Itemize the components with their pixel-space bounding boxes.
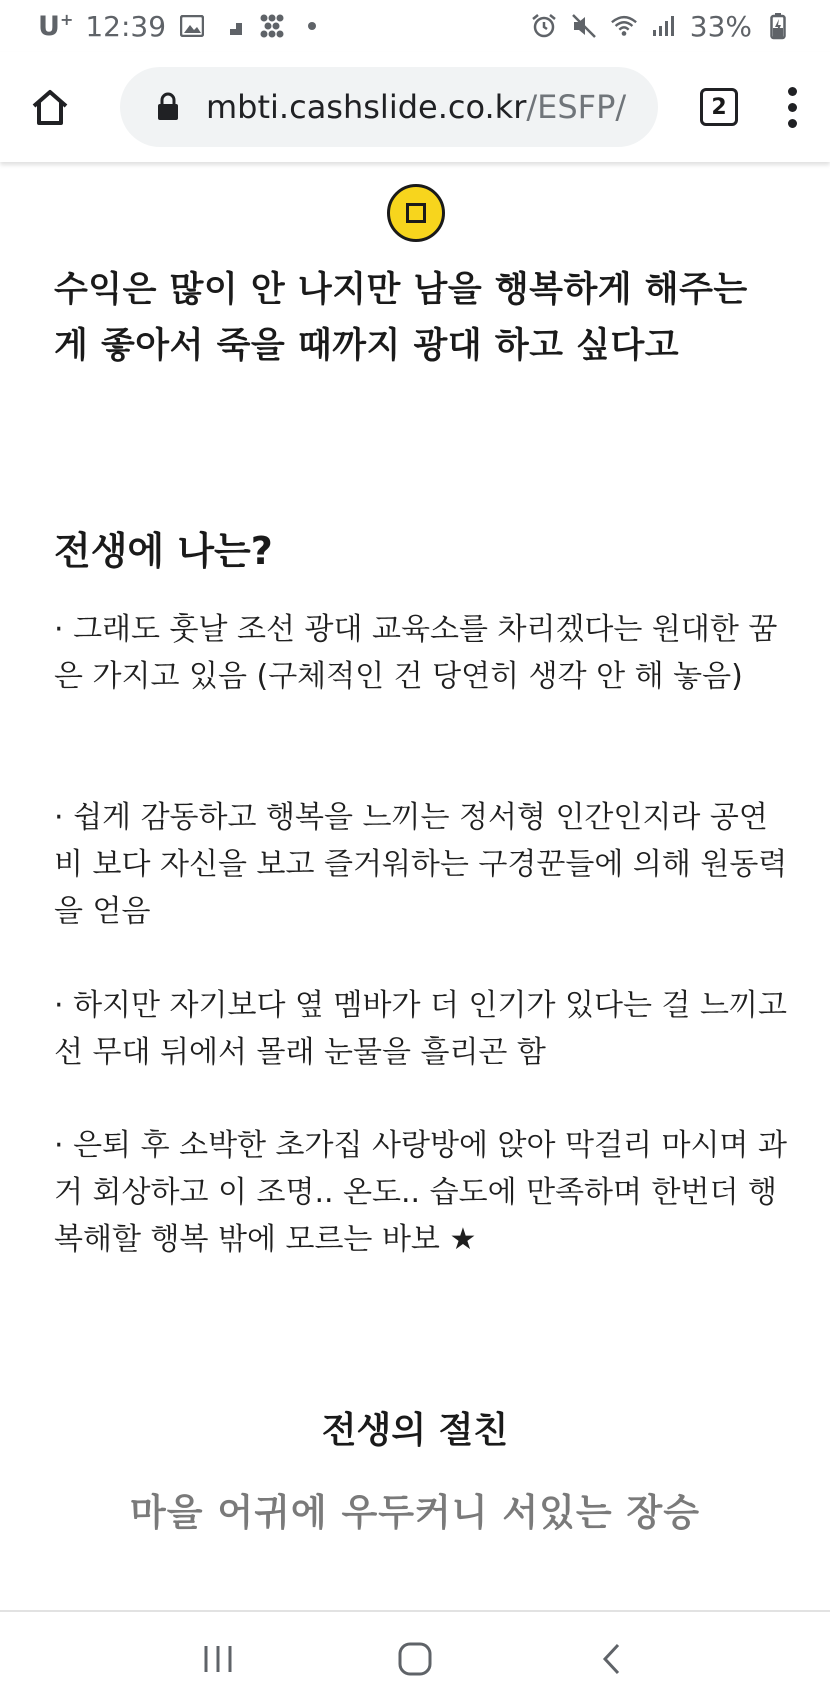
past-life-paragraph: · 그래도 훗날 조선 광대 교육소를 차리겠다는 원대한 꿈은 가지고 있음 (구체적인 건 당연히 생각 안 해 놓음)	[54, 612, 778, 694]
more-options-button[interactable]	[784, 87, 800, 128]
home-button[interactable]	[26, 83, 74, 131]
clock: 12:39	[85, 9, 167, 43]
status-left	[38, 10, 326, 43]
cell-signal-icon	[650, 12, 678, 40]
past-life-paragraph: · 쉽게 감동하고 행복을 느끼는 정서형 인간인지라 공연비 보다 자신을 보고 즐거워하는 구경꾼들에 의해 원동력을 얻음	[54, 800, 788, 929]
battery-percent: 33%	[689, 9, 752, 43]
status-bar	[0, 0, 830, 52]
grid-dots-icon	[258, 12, 286, 40]
browser-toolbar	[0, 52, 830, 162]
address-bar[interactable]	[120, 67, 658, 147]
lock-icon	[156, 91, 184, 123]
past-life-paragraph: · 은퇴 후 소박한 초가집 사랑방에 앉아 막걸리 마시며 과거 회상하고 이 조명.. 온도.. 습도에 만족하며 한번더 행복해할 행복 밖에 모르는 바보 ★	[54, 1128, 787, 1257]
notification-dot-icon	[298, 12, 326, 40]
image-icon	[178, 12, 206, 40]
url-path: /ESFP/	[526, 88, 627, 126]
battery-charging-icon	[764, 12, 792, 40]
menu-dot	[788, 119, 797, 128]
mute-icon	[570, 12, 598, 40]
coin-hole	[406, 203, 426, 223]
recent-apps-icon	[201, 1644, 235, 1674]
result-headline: 수익은 많이 안 나지만 남을 행복하게 해주는 게 좋아서 죽을 때까지 광대 하고 싶다고	[54, 270, 748, 366]
wifi-icon	[610, 12, 638, 40]
back-icon	[600, 1642, 624, 1676]
best-friend-title: 전생의 절친	[321, 1410, 509, 1451]
url-host: mbti.cashslide.co.kr	[206, 88, 527, 126]
menu-dot	[788, 103, 797, 112]
navigation-bar	[0, 1610, 830, 1706]
page-content	[0, 162, 830, 1610]
carrier-label: U+	[38, 10, 74, 42]
past-life-title: 전생에 나는?	[54, 529, 273, 573]
home-nav-button[interactable]	[385, 1629, 445, 1689]
home-nav-icon	[397, 1641, 433, 1677]
recent-apps-button[interactable]	[188, 1629, 248, 1689]
status-right	[530, 10, 792, 43]
home-icon	[30, 88, 70, 126]
menu-dot	[788, 87, 797, 96]
back-button[interactable]	[582, 1629, 642, 1689]
best-friend-name: 마을 어귀에 우두커니 서있는 장승	[130, 1491, 700, 1534]
tab-switcher-button[interactable]: 2	[700, 88, 738, 126]
past-life-paragraph: · 하지만 자기보다 옆 멤바가 더 인기가 있다는 걸 느끼고선 무대 뒤에서 몰래 눈물을 흘리곤 함	[54, 988, 787, 1070]
signal-stairs-icon	[218, 12, 246, 40]
coin-icon	[387, 184, 445, 242]
alarm-icon	[530, 12, 558, 40]
